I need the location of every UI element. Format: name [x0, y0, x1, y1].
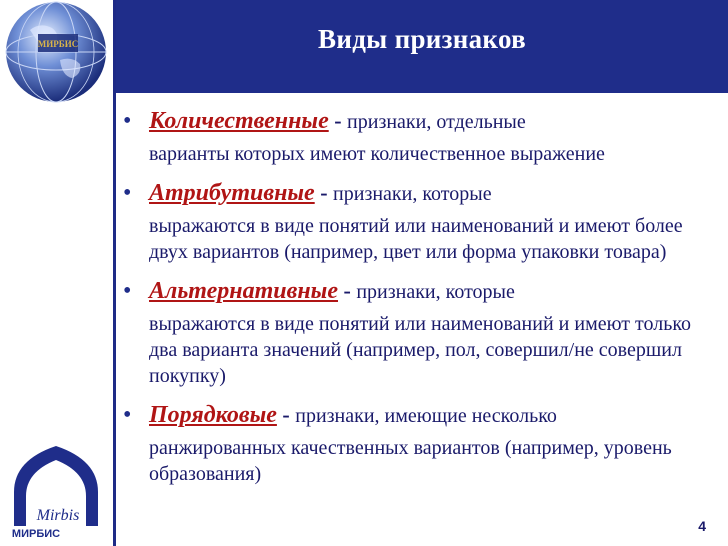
- term-label: Порядковые: [149, 402, 277, 428]
- dash: -: [328, 108, 348, 133]
- definition-text: ранжированных качественных вариантов (например, уровень образования): [149, 437, 672, 485]
- list-item: [121, 176, 711, 265]
- definition-start: признаки, которые: [356, 281, 515, 303]
- list-item: [121, 274, 711, 389]
- slide-title: Виды признаков: [318, 24, 526, 54]
- globe-icon: [0, 0, 113, 113]
- dash: -: [314, 180, 334, 205]
- bullet-icon: •: [123, 108, 132, 134]
- definition-text: выражаются в виде понятий или наименований и имеют более двух вариантов (например, цвет или форма упаковки товара): [149, 215, 683, 263]
- mirbis-logo: [6, 440, 106, 540]
- svg-text:Mirbis: Mirbis: [36, 507, 80, 524]
- list-item: [121, 104, 711, 167]
- logo-text: МИРБИС: [11, 528, 61, 540]
- term-label: Количественные: [149, 108, 329, 134]
- definition-start: признаки, которые: [333, 183, 492, 205]
- definition-start: признаки, имеющие несколько: [295, 405, 557, 427]
- term-label: Атрибутивные: [149, 180, 315, 206]
- globe-label: МИРБИС: [37, 39, 79, 49]
- term-label: Альтернативные: [149, 278, 338, 304]
- list-item: [121, 398, 711, 487]
- dash: -: [276, 402, 296, 427]
- definition-text: варианты которых имеют количественное выражение: [149, 143, 605, 165]
- definition-start: признаки, отдельные: [347, 111, 526, 133]
- bullet-icon: •: [123, 278, 132, 304]
- definition-text: выражаются в виде понятий или наименований и имеют только два варианта значений (например, пол, совершил/не совершил покупку): [149, 313, 692, 387]
- content-area: [121, 104, 711, 496]
- bullet-icon: •: [123, 180, 132, 206]
- bullet-icon: •: [123, 402, 132, 428]
- dash: -: [338, 278, 357, 303]
- page-number: 4: [698, 518, 706, 534]
